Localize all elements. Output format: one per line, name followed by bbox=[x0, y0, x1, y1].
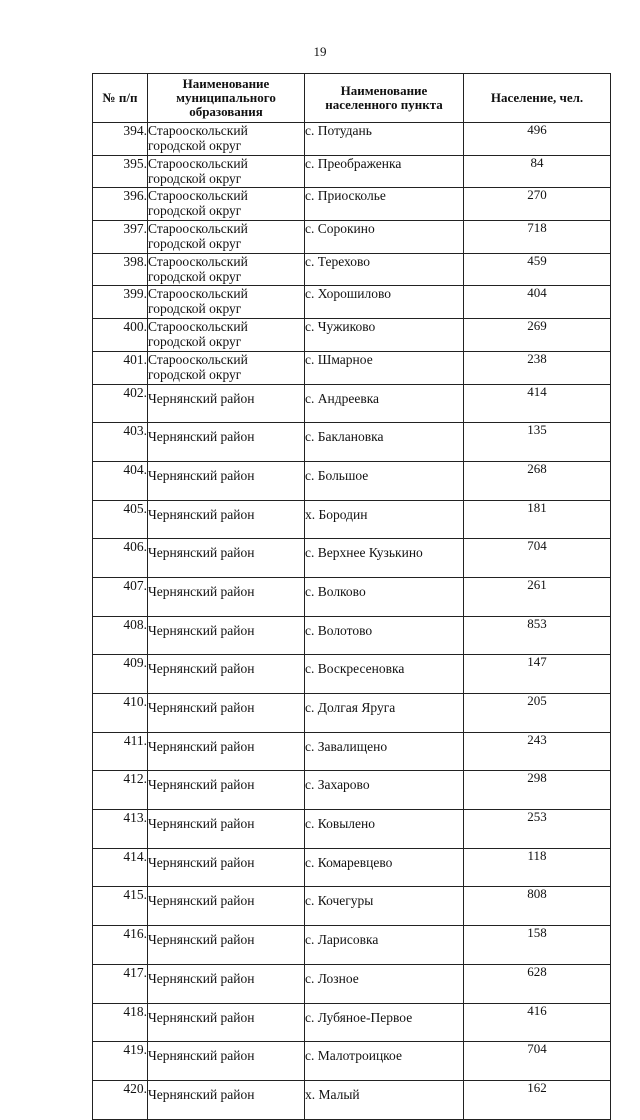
row-number: 409. bbox=[93, 655, 148, 694]
row-settlement: с. Лозное bbox=[305, 964, 464, 1003]
row-municipality: Старооскольский городской округ bbox=[148, 155, 305, 188]
row-settlement: с. Долгая Яруга bbox=[305, 694, 464, 733]
table-row bbox=[93, 732, 611, 771]
row-number: 400. bbox=[93, 319, 148, 352]
row-municipality: Старооскольский городской округ bbox=[148, 253, 305, 286]
table-row bbox=[93, 848, 611, 887]
row-settlement: с. Лубяное-Первое bbox=[305, 1003, 464, 1042]
row-settlement: с. Волотово bbox=[305, 616, 464, 655]
row-municipality: Старооскольский городской округ bbox=[148, 319, 305, 352]
row-population: 704 bbox=[464, 539, 611, 578]
row-population: 268 bbox=[464, 461, 611, 500]
row-municipality: Чернянский район bbox=[148, 694, 305, 733]
row-settlement: с. Приосколье bbox=[305, 188, 464, 221]
table-row bbox=[93, 655, 611, 694]
header-settlement: Наименование населенного пункта bbox=[305, 74, 464, 123]
row-settlement: с. Баклановка bbox=[305, 423, 464, 462]
row-number: 418. bbox=[93, 1003, 148, 1042]
table-row bbox=[93, 155, 611, 188]
table-row bbox=[93, 253, 611, 286]
table-row bbox=[93, 771, 611, 810]
row-number: 419. bbox=[93, 1042, 148, 1081]
row-population: 261 bbox=[464, 577, 611, 616]
row-settlement: с. Терехово bbox=[305, 253, 464, 286]
row-population: 158 bbox=[464, 926, 611, 965]
row-settlement: с. Верхнее Кузькино bbox=[305, 539, 464, 578]
row-number: 415. bbox=[93, 887, 148, 926]
row-population: 704 bbox=[464, 1042, 611, 1081]
row-municipality: Чернянский район bbox=[148, 655, 305, 694]
row-settlement: с. Малотроицкое bbox=[305, 1042, 464, 1081]
row-municipality: Старооскольский городской округ bbox=[148, 351, 305, 384]
row-population: 416 bbox=[464, 1003, 611, 1042]
row-municipality: Чернянский район bbox=[148, 771, 305, 810]
row-settlement: с. Завалищено bbox=[305, 732, 464, 771]
table-row bbox=[93, 1003, 611, 1042]
row-settlement: с. Захарово bbox=[305, 771, 464, 810]
row-number: 411. bbox=[93, 732, 148, 771]
row-municipality: Чернянский район bbox=[148, 616, 305, 655]
row-population: 853 bbox=[464, 616, 611, 655]
row-number: 403. bbox=[93, 423, 148, 462]
row-municipality: Чернянский район bbox=[148, 926, 305, 965]
row-number: 399. bbox=[93, 286, 148, 319]
row-population: 808 bbox=[464, 887, 611, 926]
table-row bbox=[93, 539, 611, 578]
row-municipality: Чернянский район bbox=[148, 964, 305, 1003]
row-municipality: Чернянский район bbox=[148, 810, 305, 849]
row-population: 298 bbox=[464, 771, 611, 810]
row-number: 405. bbox=[93, 500, 148, 539]
row-municipality: Чернянский район bbox=[148, 1042, 305, 1081]
row-number: 413. bbox=[93, 810, 148, 849]
row-number: 416. bbox=[93, 926, 148, 965]
row-population: 628 bbox=[464, 964, 611, 1003]
row-settlement: с. Волково bbox=[305, 577, 464, 616]
row-municipality: Старооскольский городской округ bbox=[148, 286, 305, 319]
row-municipality: Чернянский район bbox=[148, 461, 305, 500]
table-row bbox=[93, 286, 611, 319]
row-number: 406. bbox=[93, 539, 148, 578]
row-population: 205 bbox=[464, 694, 611, 733]
header-municipality: Наименование муниципального образования bbox=[148, 74, 305, 123]
row-number: 402. bbox=[93, 384, 148, 423]
row-settlement: с. Потудань bbox=[305, 123, 464, 156]
row-population: 118 bbox=[464, 848, 611, 887]
row-settlement: х. Малый bbox=[305, 1080, 464, 1119]
table-body bbox=[93, 123, 611, 1120]
row-number: 408. bbox=[93, 616, 148, 655]
row-settlement: с. Ларисовка bbox=[305, 926, 464, 965]
table-row bbox=[93, 1080, 611, 1119]
table-row bbox=[93, 964, 611, 1003]
row-population: 238 bbox=[464, 351, 611, 384]
row-number: 404. bbox=[93, 461, 148, 500]
row-municipality: Чернянский район bbox=[148, 848, 305, 887]
row-number: 396. bbox=[93, 188, 148, 221]
row-number: 414. bbox=[93, 848, 148, 887]
row-number: 401. bbox=[93, 351, 148, 384]
row-municipality: Старооскольский городской округ bbox=[148, 188, 305, 221]
row-municipality: Чернянский район bbox=[148, 577, 305, 616]
row-population: 135 bbox=[464, 423, 611, 462]
row-settlement: с. Большое bbox=[305, 461, 464, 500]
row-number: 398. bbox=[93, 253, 148, 286]
row-settlement: с. Шмарное bbox=[305, 351, 464, 384]
row-population: 243 bbox=[464, 732, 611, 771]
row-population: 496 bbox=[464, 123, 611, 156]
row-number: 420. bbox=[93, 1080, 148, 1119]
table-row bbox=[93, 319, 611, 352]
table-row bbox=[93, 887, 611, 926]
row-population: 181 bbox=[464, 500, 611, 539]
row-number: 412. bbox=[93, 771, 148, 810]
row-population: 162 bbox=[464, 1080, 611, 1119]
row-settlement: с. Кочегуры bbox=[305, 887, 464, 926]
table-row bbox=[93, 926, 611, 965]
table-row bbox=[93, 461, 611, 500]
table-row bbox=[93, 423, 611, 462]
row-settlement: с. Преображенка bbox=[305, 155, 464, 188]
table-row bbox=[93, 810, 611, 849]
row-population: 270 bbox=[464, 188, 611, 221]
header-population: Население, чел. bbox=[464, 74, 611, 123]
row-settlement: с. Андреевка bbox=[305, 384, 464, 423]
page-number: 19 bbox=[313, 44, 327, 59]
row-settlement: с. Ковылено bbox=[305, 810, 464, 849]
row-municipality: Чернянский район bbox=[148, 732, 305, 771]
row-municipality: Чернянский район bbox=[148, 500, 305, 539]
row-municipality: Чернянский район bbox=[148, 539, 305, 578]
row-number: 395. bbox=[93, 155, 148, 188]
row-population: 147 bbox=[464, 655, 611, 694]
table-row bbox=[93, 694, 611, 733]
row-settlement: с. Комаревцево bbox=[305, 848, 464, 887]
row-municipality: Чернянский район bbox=[148, 423, 305, 462]
row-municipality: Чернянский район bbox=[148, 1080, 305, 1119]
table-row bbox=[93, 577, 611, 616]
row-population: 718 bbox=[464, 221, 611, 254]
row-municipality: Чернянский район bbox=[148, 887, 305, 926]
row-settlement: с. Сорокино bbox=[305, 221, 464, 254]
table-row bbox=[93, 221, 611, 254]
row-population: 253 bbox=[464, 810, 611, 849]
row-population: 84 bbox=[464, 155, 611, 188]
row-municipality: Чернянский район bbox=[148, 384, 305, 423]
row-number: 410. bbox=[93, 694, 148, 733]
row-population: 404 bbox=[464, 286, 611, 319]
row-settlement: с. Воскресеновка bbox=[305, 655, 464, 694]
table-row bbox=[93, 1042, 611, 1081]
row-number: 407. bbox=[93, 577, 148, 616]
row-number: 417. bbox=[93, 964, 148, 1003]
settlements-table bbox=[92, 73, 611, 1120]
table-row bbox=[93, 616, 611, 655]
table-row bbox=[93, 500, 611, 539]
row-settlement: с. Чужиково bbox=[305, 319, 464, 352]
row-population: 414 bbox=[464, 384, 611, 423]
row-population: 269 bbox=[464, 319, 611, 352]
row-settlement: х. Бородин bbox=[305, 500, 464, 539]
table-row bbox=[93, 123, 611, 156]
row-municipality: Чернянский район bbox=[148, 1003, 305, 1042]
row-municipality: Старооскольский городской округ bbox=[148, 221, 305, 254]
table-header-row bbox=[93, 74, 611, 123]
row-settlement: с. Хорошилово bbox=[305, 286, 464, 319]
table-row bbox=[93, 351, 611, 384]
table-row bbox=[93, 188, 611, 221]
row-municipality: Старооскольский городской округ bbox=[148, 123, 305, 156]
row-number: 394. bbox=[93, 123, 148, 156]
row-population: 459 bbox=[464, 253, 611, 286]
table-row bbox=[93, 384, 611, 423]
header-num: № п/п bbox=[93, 74, 148, 123]
row-number: 397. bbox=[93, 221, 148, 254]
